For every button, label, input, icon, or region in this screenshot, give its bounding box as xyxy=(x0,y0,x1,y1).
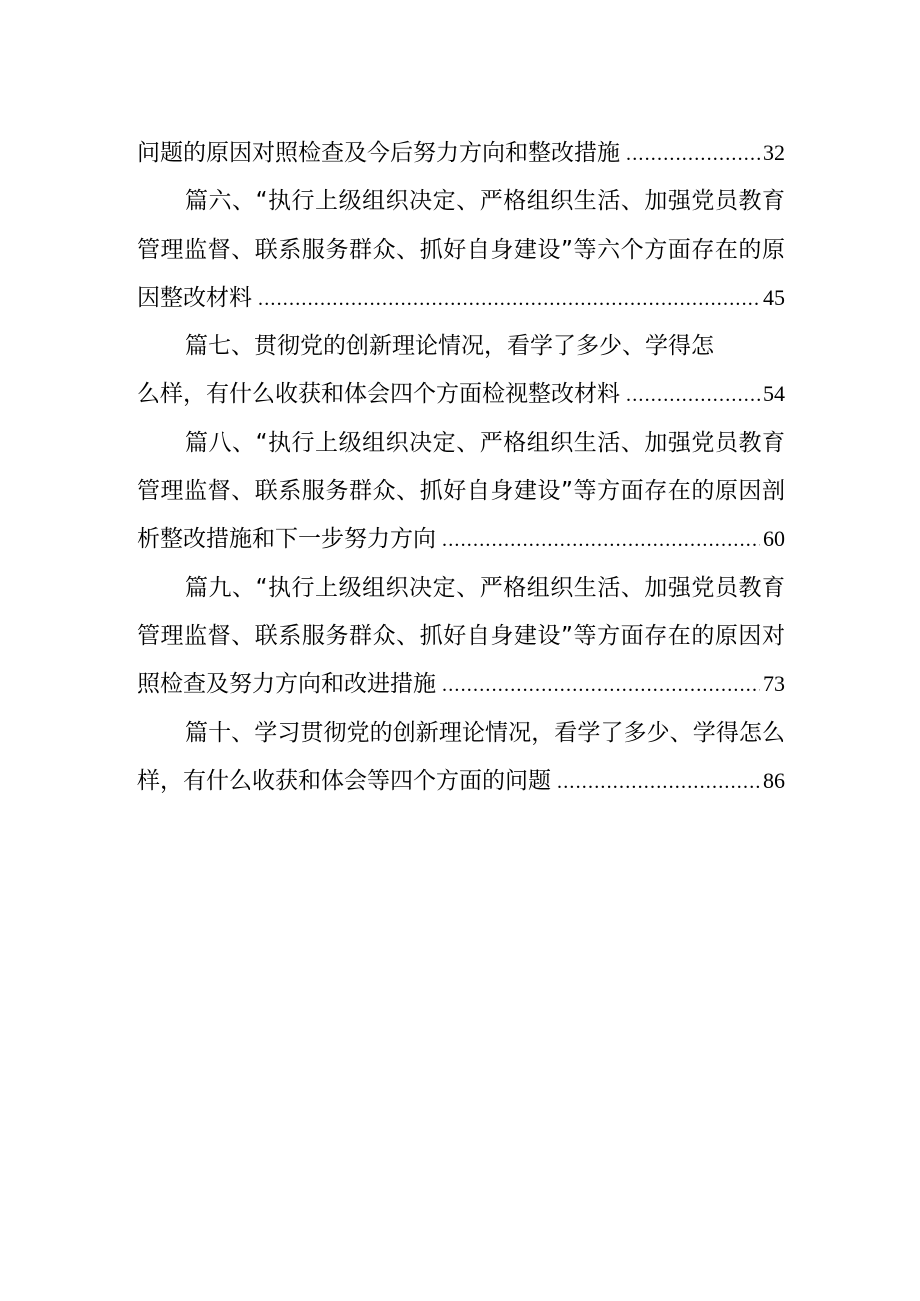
toc-page-number: 32 xyxy=(763,140,785,165)
toc-entry-line: 篇九、“执行上级组织决定、严格组织生活、加强党员教育 xyxy=(185,574,785,601)
toc-entry-text: 照检查及努力方向和改进措施 xyxy=(137,671,436,698)
toc-page-number: 54 xyxy=(763,381,785,407)
toc-entry-line: 篇七、贯彻党的创新理论情况，看学了多少、学得怎 xyxy=(185,333,714,360)
dot-leader xyxy=(258,275,760,322)
toc-entry-text: 因整改材料 xyxy=(137,284,252,311)
toc-entry-line xyxy=(137,757,785,805)
toc-entry-line xyxy=(137,660,785,708)
toc-entry-line xyxy=(137,274,785,322)
toc-page-number: 86 xyxy=(763,767,785,793)
table-of-contents xyxy=(137,129,785,805)
toc-entry-line xyxy=(137,515,785,563)
toc-entry-line xyxy=(137,129,785,177)
dot-leader xyxy=(626,130,760,177)
dot-leader xyxy=(557,758,760,805)
toc-entry-line: 管理监督、联系服务群众、抓好自身建设”等方面存在的原因对 xyxy=(137,622,785,649)
dot-leader xyxy=(626,371,760,418)
toc-page-number: 73 xyxy=(763,671,785,697)
toc-entry-line: 篇六、“执行上级组织决定、严格组织生活、加强党员教育 xyxy=(185,188,785,215)
toc-entry-text: 样，有什么收获和体会等四个方面的问题 xyxy=(137,767,551,794)
toc-page-number: 60 xyxy=(763,526,785,552)
toc-entry-line: 管理监督、联系服务群众、抓好自身建设”等方面存在的原因剖 xyxy=(137,478,785,505)
toc-entry-text: 问题的原因对照检查及今后努力方向和整改措施 xyxy=(137,140,620,166)
toc-entry-text: 析整改措施和下一步努力方向 xyxy=(137,526,436,553)
toc-entry-text: 么样，有什么收获和体会四个方面检视整改材料 xyxy=(137,381,620,408)
toc-entry-line xyxy=(137,370,785,418)
toc-entry-line: 管理监督、联系服务群众、抓好自身建设”等六个方面存在的原 xyxy=(137,236,785,263)
dot-leader xyxy=(442,516,760,563)
toc-entry-line: 篇八、“执行上级组织决定、严格组织生活、加强党员教育 xyxy=(185,429,785,456)
toc-page-number: 45 xyxy=(763,284,785,310)
toc-entry-line: 篇十、学习贯彻党的创新理论情况，看学了多少、学得怎么 xyxy=(185,719,785,746)
dot-leader xyxy=(442,661,760,708)
